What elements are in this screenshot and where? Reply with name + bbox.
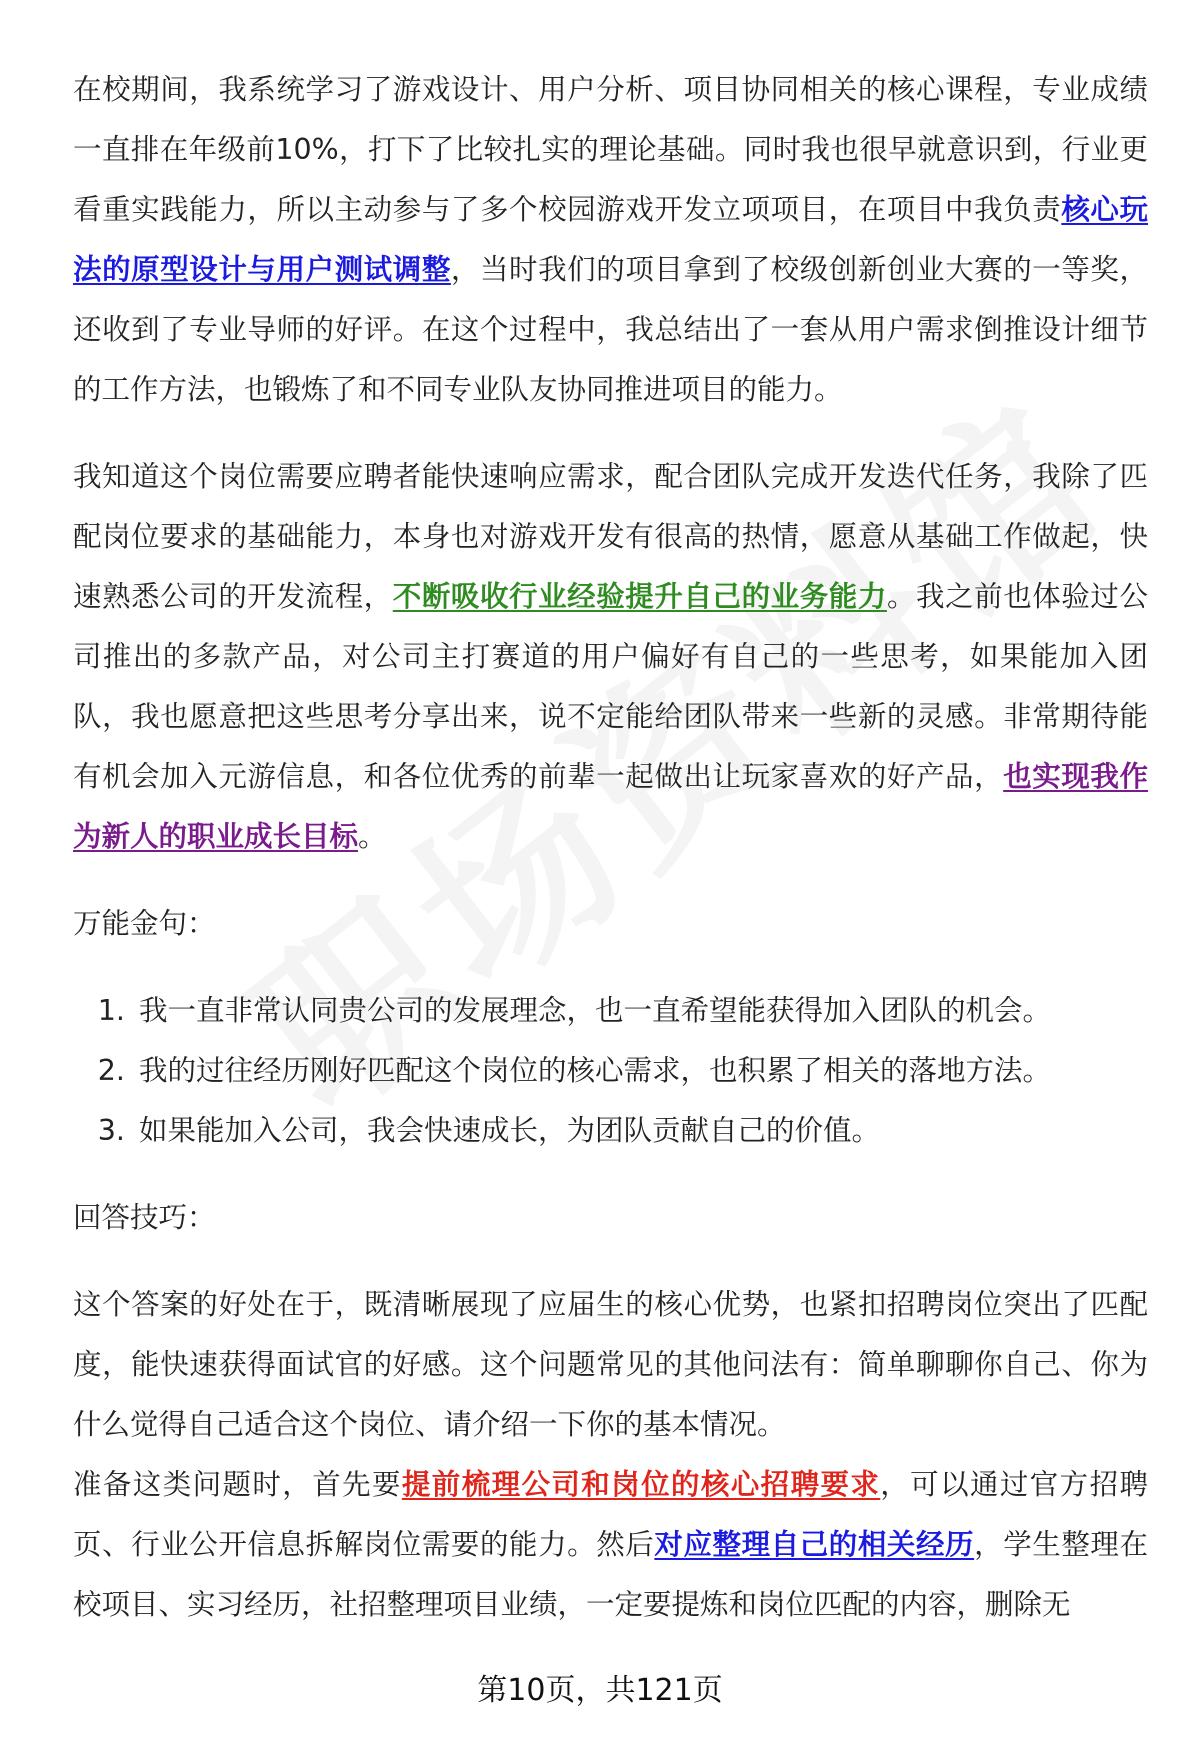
list-number: 2. <box>97 1054 125 1087</box>
document-page <box>73 60 1148 1635</box>
highlight-link[interactable]: 不断吸收行业经验提升自己的业务能力 <box>392 580 887 613</box>
text: 。 <box>358 820 387 853</box>
list-text: 我的过往经历刚好匹配这个岗位的核心需求，也积累了相关的落地方法。 <box>139 1054 1052 1087</box>
paragraph-tips-preparation <box>73 1455 1148 1635</box>
list-number: 3. <box>97 1114 125 1147</box>
text: ，可以通过官方招聘页、行业公开信息拆解岗位需要的能力。然后 <box>73 1468 1148 1561</box>
list-text: 我一直非常认同贵公司的发展理念，也一直希望能获得加入团队的机会。 <box>139 994 1052 1027</box>
text: ，当时我们的项目拿到了校级创新创业大赛的一等奖，还收到了专业导师的好评。在这个过程中，我总结出了一套从用户需求倒推设计细节的工作方法，也锻炼了和不同专业队友协同推进项目的能力。 <box>73 253 1148 406</box>
list-item <box>73 1041 1148 1101</box>
text: ，学生整理在校项目、实习经历，社招整理项目业绩，一定要提炼和岗位匹配的内容，删除无 <box>73 1528 1148 1621</box>
paragraph-tips-benefit: 这个答案的好处在于，既清晰展现了应届生的核心优势，也紧扣招聘岗位突出了匹配度，能快速获得面试官的好感。这个问题常见的其他问法有：简单聊聊你自己、你为什么觉得自己适合这个岗位、请介绍一下你的基本情况。 <box>73 1288 1148 1441</box>
highlight-link[interactable]: 也实现我作为新人的职业成长目标 <box>73 760 1148 853</box>
list-item <box>73 981 1148 1041</box>
text: 我知道这个岗位需要应聘者能快速响应需求，配合团队完成开发迭代任务，我除了匹配岗位要求的基础能力，本身也对游戏开发有很高的热情，愿意从基础工作做起，快速熟悉公司的开发流程， <box>73 460 1148 613</box>
list-text: 如果能加入公司，我会快速成长，为团队贡献自己的价值。 <box>139 1114 881 1147</box>
list-number: 1. <box>97 994 125 1027</box>
highlight-link[interactable]: 核心玩法的原型设计与用户测试调整 <box>73 193 1148 286</box>
text: 。我之前也体验过公司推出的多款产品，对公司主打赛道的用户偏好有自己的一些思考，如果能加入团队，我也愿意把这些思考分享出来，说不定能给团队带来一些新的灵感。非常期待能有机会加入元游信息，和各位优秀的前辈一起做出让玩家喜欢的好产品， <box>73 580 1148 793</box>
page-number-footer: 第10页，共121页 <box>477 1673 723 1708</box>
list-item <box>73 1101 1148 1161</box>
highlight-link[interactable]: 对应整理自己的相关经历 <box>654 1528 975 1561</box>
text: 在校期间，我系统学习了游戏设计、用户分析、项目协同相关的核心课程，专业成绩一直排在年级前10%，打下了比较扎实的理论基础。同时我也很早就意识到，行业更看重实践能力，所以主动参与了多个校园游戏开发立项项目，在项目中我负责 <box>73 73 1148 226</box>
answer-tips-heading: 回答技巧： <box>73 1201 216 1234</box>
paragraph-school-experience <box>73 60 1148 420</box>
golden-sentences-list <box>73 981 1148 1161</box>
golden-sentences-heading: 万能金句： <box>73 907 216 940</box>
paragraph-job-fit <box>73 447 1148 867</box>
highlight-link[interactable]: 提前梳理公司和岗位的核心招聘要求 <box>401 1468 881 1501</box>
text: 准备这类问题时，首先要 <box>73 1468 402 1501</box>
